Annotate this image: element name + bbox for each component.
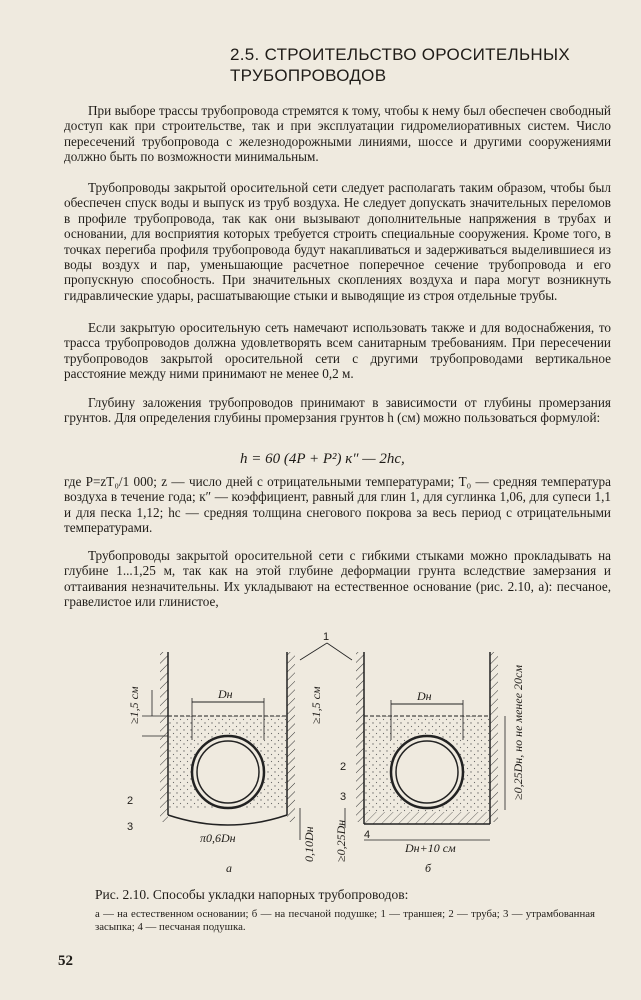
label-1: 1 [323,631,330,643]
figure-2-10 [0,620,641,885]
dim-1-5cm-a: ≥1,5 см [127,686,141,724]
label-2-a: 2 [127,795,134,807]
section-heading [230,44,610,86]
trench-a [142,652,300,840]
dim-1-5cm-b: ≥1,5 см [309,686,323,724]
dn-a: Dн [218,687,233,701]
paragraph-4: Глубину заложения трубопроводов принимают в зависимости от глубины промерзания грунтов. Для определения глубины промерзания грунтов h (см) можно пользоваться формулой: [64,395,611,426]
paragraph-2: Трубопроводы закрытой оросительной сети следует располагать таким образом, чтобы был обеспечен спуск воды и выпуск из труб воздуха. Не следует допускать значительных переломов в профиле трубопровода, так как они вызывают дополнительные напряжения в трубах и основании, для восприятия которых требуется строить специальные сооружения. Кроме того, в точках перегиба профиля трубопровода будут накапливаться и задерживаться выделившиеся из воды воздух и пар, уменьшающие расчетное поперечное сечение трубопровода и его пропускную способность. При значительных скоплениях воздуха и пара могут возникнуть гидравлические удары, расшатывающие стыки и выводящие из строя отдельные трубы. [64,180,611,303]
figure-legend: а — на естественном основании; б — на песчаной подушке; 1 — траншея; 2 — труба; 3 — утрамбованная засыпка; 4 — песчаная подушка. [95,908,595,933]
page-number: 52 [58,953,73,969]
dim-side: ≥0,25Dн, но не менее 20см [511,664,525,800]
paragraph-5: где P=zT₀/1 000; z — число дней с отрицательными температурами; T₀ — средняя температура воздуха в течение года; к″ — коэффициент, равный для глин 1, для суглинка 1,06, для супеси 1,1 и для песка 1,12; hс — средняя толщина снегового покрова за весь период с отрицательными температурами. [64,474,611,536]
subfig-b: б [425,861,432,875]
figure-caption: Рис. 2.10. Способы укладки напорных трубопроводов: [95,887,409,902]
dim-base: Dн+10 см [405,841,456,855]
paragraph-1: При выборе трассы трубопровода стремятся к тому, чтобы к нему был обеспечен свободный доступ как при строительстве, так и при эксплуатации гидромелиоративных систем. Число пересечений трубопровода с железнодорожными линиями, шоссе и другими сооружениями должно быть по возможности минимальным. [64,103,611,165]
dim-0-25dn: ≥0,25Dн [334,819,348,862]
arc-length: π0,6Dн [200,831,236,845]
heading-line-2: ТРУБОПРОВОДОВ [230,66,387,85]
frost-depth-formula: h = 60 (4P + P²) к″ — 2hс, [240,451,405,467]
paragraph-3: Если закрытую оросительную сеть намечают использовать также и для водоснабжения, то трасса трубопроводов должна удовлетворять всем санитарным требованиям. При пересечении трубопроводов закрытой оросительной сети с другими трубопроводами вертикальное расстояние между ними принимают не менее 0,2 м. [64,320,611,382]
heading-line-1: 2.5. СТРОИТЕЛЬСТВО ОРОСИТЕЛЬНЫХ [230,45,570,64]
label-3-a: 3 [127,821,134,833]
label-2-b: 2 [340,761,347,773]
paragraph-6: Трубопроводы закрытой оросительной сети с гибкими стыками можно прокладывать на глубине 1...1,25 м, так как на этой глубине деформации грунта вследствие замерзания и оттаивания незначительны. Их укладывают на естественное основание (рис. 2.10, а): песчаное, гравелистое или глинистое, [64,548,611,610]
trench-b [345,652,505,840]
label-4: 4 [364,829,371,841]
dim-0-10dn: 0,10Dн [302,826,316,862]
dn-b: Dн [417,689,432,703]
subfig-a: а [226,861,232,875]
label-3-b: 3 [340,791,347,803]
